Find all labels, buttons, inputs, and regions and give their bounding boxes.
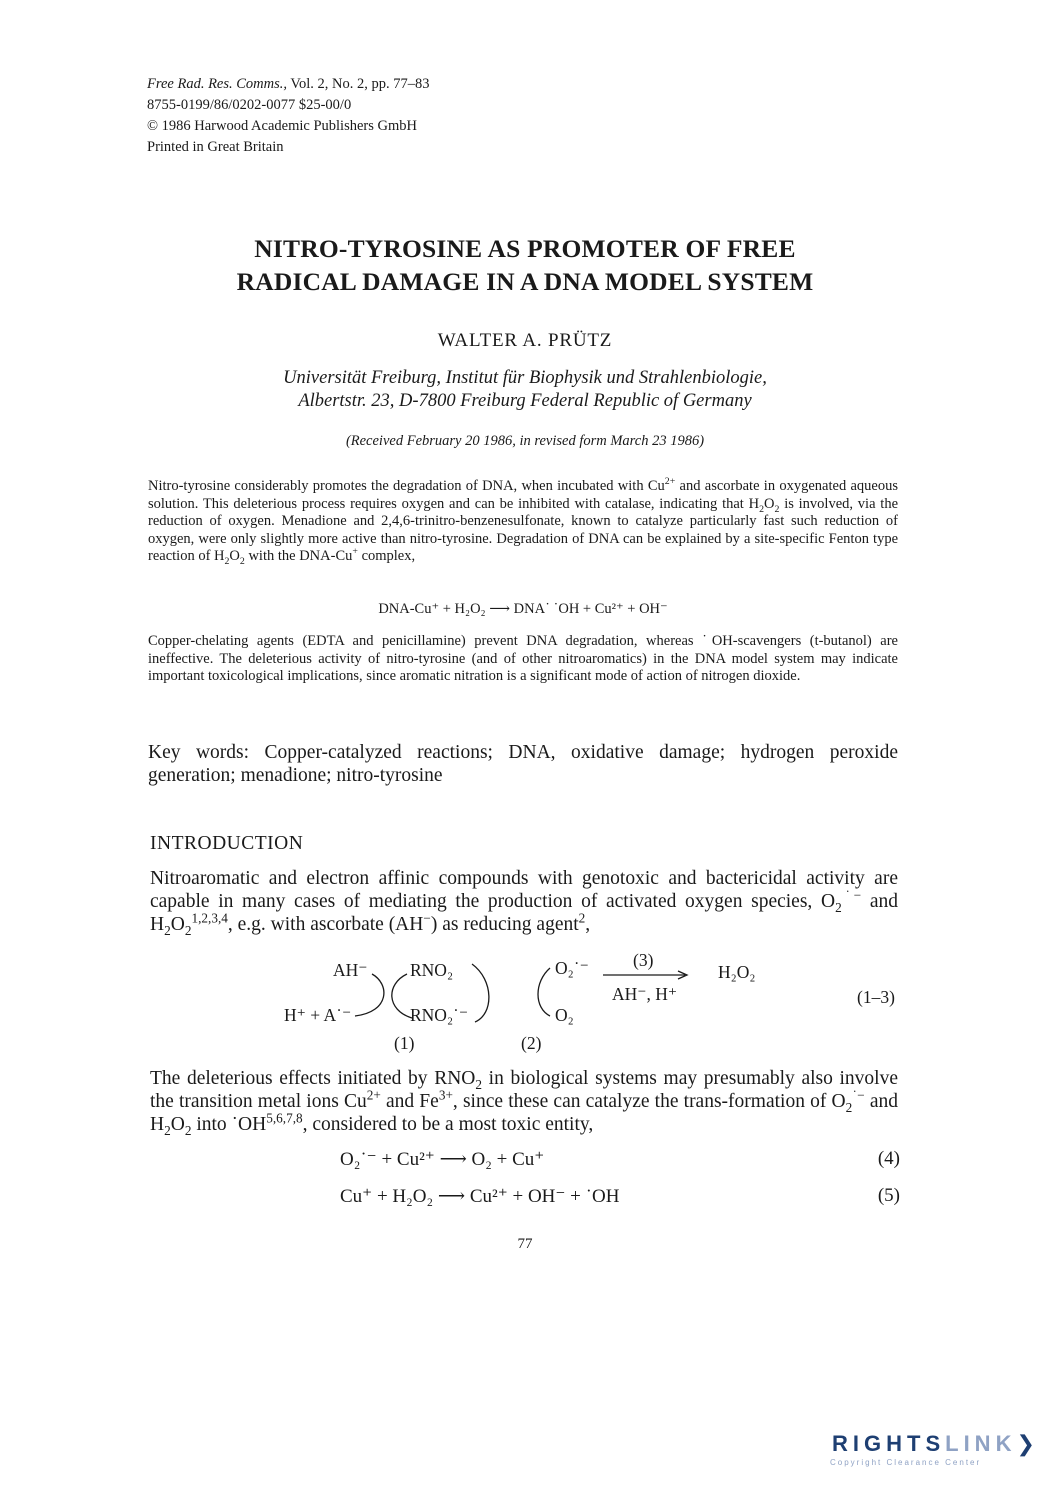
- paper-title: NITRO-TYROSINE AS PROMOTER OF FREE RADICAL DAMAGE IN A DNA MODEL SYSTEM: [236, 234, 814, 296]
- printed-line: Printed in Great Britain: [147, 139, 284, 155]
- page-number: 77: [517, 1236, 533, 1252]
- keywords: Key words: Copper-catalyzed reactions; DNA, oxidative damage; hydrogen peroxide generation; menadione; nitro-tyrosine: [148, 742, 898, 786]
- section-heading-introduction: INTRODUCTION: [150, 833, 304, 854]
- rightslink-subtitle: Copyright Clearance Center: [830, 1458, 982, 1467]
- issn-line: 8755-0199/86/0202-0077 $25-00/0: [147, 97, 352, 113]
- intro-paragraph-1: Nitroaromatic and electron affinic compounds with genotoxic and bactericidal activity are capable in many cases of mediating the production of activated oxygen species, $O_2^{˙-}$ and $H_2O_2^{1,2,3,4}$, e.g. with ascorbate (AH−) as reducing agent$^2$,: [150, 868, 898, 938]
- rightslink-logo: RIGHTSLINK❯: [832, 1431, 1040, 1456]
- received-dates: (Received February 20 1986, in revised form March 23 1986): [345, 433, 705, 449]
- intro-paragraph-2: The deleterious effects initiated by $RNO_2$ in biological systems may presumably also involve the transition metal ions $Cu^{2+}$ and $Fe^{3+}$, since these can catalyze the trans-formation of $O_2^{˙-}$ and $H_2O_2$ into ˙OH$^{5,6,7,8}$, considered to be a most toxic entity,: [150, 1068, 899, 1138]
- abstract-paragraph-1: Nitro-tyrosine considerably promotes the degradation of DNA, when incubated with $Cu^{2+}$ and ascorbate in oxygenated aqueous solution. This deleterious process requires oxygen and can be inhibited with catalase, indicating that $H_2O_2$ is involved, via the reduction of oxygen. Menadione and 2,4,6-trinitro-benzenesulfonate, known to catalyze particularly fast such reduction of oxygen, were only slightly more active than nitro-tyrosine. Degradation of DNA can be explained by a site-specific Fenton type reaction of $H_2O_2$ with the DNA-Cu+ complex,: [148, 476, 898, 567]
- abstract-equation: DNA-Cu⁺ + H₂O₂ ⟶ DNA˙ ˙OH + Cu²⁺ + OH⁻: [378, 601, 668, 617]
- citation-line: Free Rad. Res. Comms., Vol. 2, No. 2, pp. 77–83: [147, 76, 430, 92]
- reaction-scheme: AH⁻ H⁺ + A˙⁻ RNO₂ RNO₂˙⁻ O₂˙⁻ O₂ (3) AH⁻, H⁺ H₂O₂ (1) (2) (1–3): [150, 950, 900, 1060]
- abstract-paragraph-2: Copper-chelating agents (EDTA and penicillamine) prevent DNA degradation, whereas ˙OH-scavengers (t-butanol) are ineffective. The deleterious activity of nitro-tyrosine (and of other nitroaromatics) in the DNA model system may indicate important toxicological implications, since aromatic nitration is a significant mode of action of nitrogen dioxide.: [148, 633, 898, 684]
- journal-header: [147, 74, 429, 158]
- logo-chevron-icon: ❯: [1016, 1431, 1040, 1456]
- author-name: WALTER A. PRÜTZ: [437, 330, 613, 351]
- scheme-arrows: [150, 950, 900, 1060]
- affiliation: Universität Freiburg, Institut für Biophysik und Strahlenbiologie, Albertstr. 23, D-7800 Freiburg Federal Republic of Germany: [283, 368, 767, 411]
- copyright-line: © 1986 Harwood Academic Publishers GmbH: [147, 118, 417, 134]
